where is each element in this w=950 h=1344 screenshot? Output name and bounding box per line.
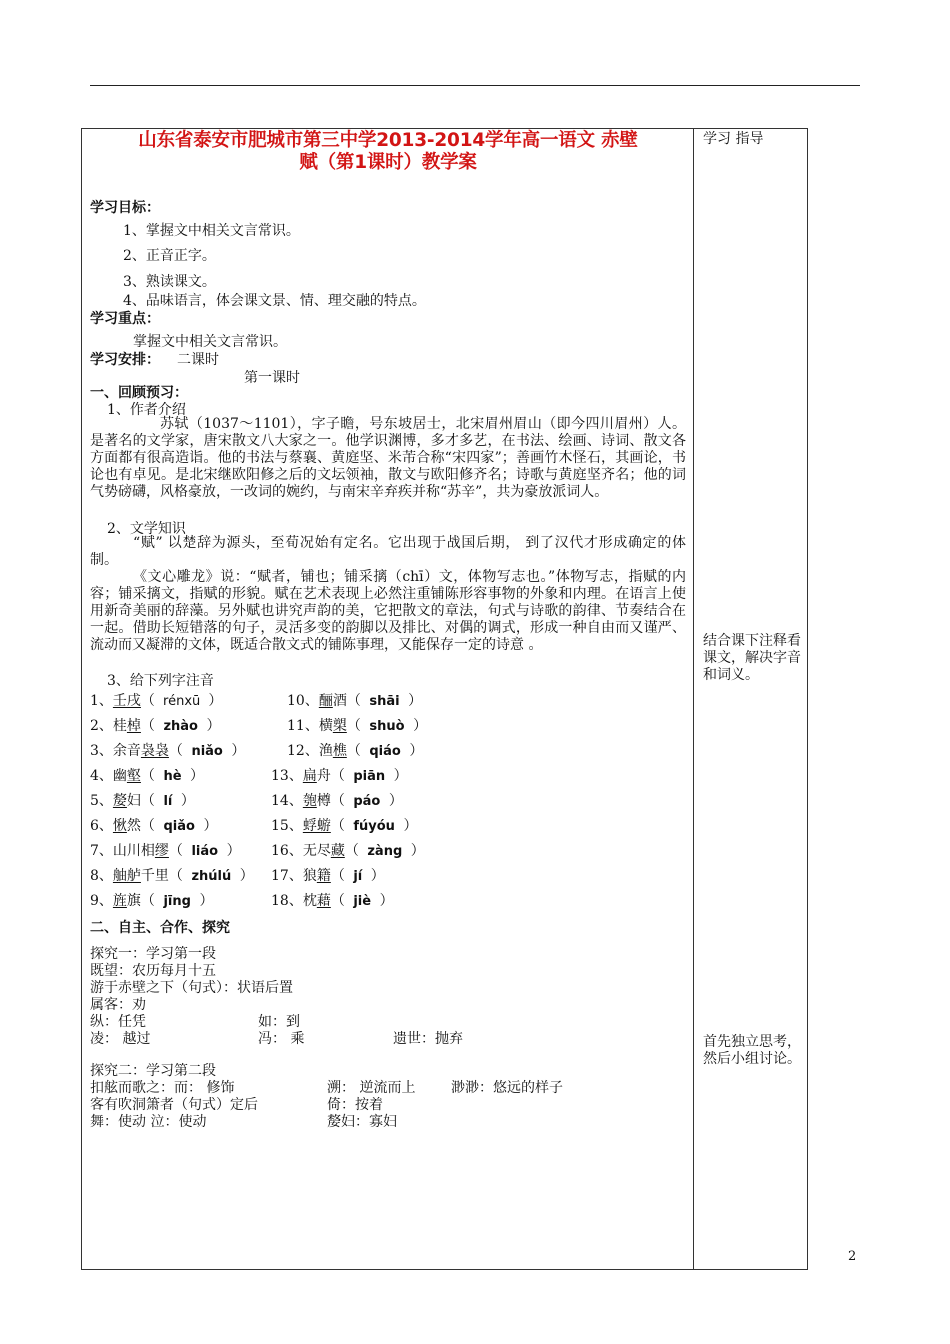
pinyin-target-word: 缪 — [154, 843, 169, 859]
pinyin-reading: shuò — [364, 719, 410, 734]
pinyin-target-word: 愀 — [112, 818, 127, 834]
focus-text: 掌握文中相关文言常识。 — [133, 334, 287, 350]
pinyin-suffix: （ — [330, 868, 345, 884]
pinyin-target-word: 袅袅 — [140, 743, 169, 759]
pinyin-target-word: 嫠 — [112, 793, 127, 809]
pinyin-item — [287, 690, 422, 710]
explore-line: 探究一：学习第一段 — [90, 946, 216, 962]
pinyin-reading: hè — [158, 769, 187, 784]
pinyin-item — [90, 890, 213, 910]
pinyin-reading: qiáo — [364, 744, 406, 759]
pinyin-reading: liáo — [186, 844, 223, 859]
pinyin-reading: rénxū — [158, 694, 205, 709]
pinyin-prefix: 桂 — [112, 718, 127, 734]
pinyin-item — [90, 740, 245, 760]
pinyin-heading: 3、给下列字注音 — [107, 673, 214, 689]
pinyin-number: 18、 — [271, 893, 303, 909]
pinyin-close: ） — [208, 693, 223, 709]
pinyin-target-word: 酾 — [318, 693, 333, 709]
goal-item: 3、熟读课文。 — [123, 274, 216, 290]
pinyin-suffix: 旗（ — [126, 893, 155, 909]
pinyin-reading: piān — [348, 769, 390, 784]
pinyin-reading: shāi — [364, 694, 405, 709]
main-column — [90, 130, 686, 174]
pinyin-target-word: 籍 — [316, 868, 331, 884]
pinyin-target-word: 棹 — [126, 718, 141, 734]
pinyin-close: ） — [410, 843, 425, 859]
pinyin-suffix: （ — [168, 843, 183, 859]
pinyin-item — [271, 815, 417, 835]
pinyin-reading: zàng — [362, 844, 407, 859]
pinyin-number: 2、 — [90, 718, 113, 734]
pinyin-close: ） — [190, 768, 205, 784]
pinyin-prefix: 渔 — [318, 743, 333, 759]
pinyin-reading: lí — [158, 794, 177, 809]
sidebar-note-1: 结合课下注释看课文，解决字音和词义。 — [703, 633, 801, 683]
pinyin-suffix: 千里（ — [140, 868, 183, 884]
pinyin-number: 14、 — [271, 793, 303, 809]
pinyin-reading: páo — [348, 794, 385, 809]
pinyin-number: 11、 — [287, 718, 319, 734]
pinyin-number: 17、 — [271, 868, 303, 884]
pinyin-suffix: （ — [330, 893, 345, 909]
column-divider — [693, 128, 694, 1270]
pinyin-number: 8、 — [90, 868, 113, 884]
pinyin-suffix: （ — [346, 743, 361, 759]
explore-line: 舞：使动 泣：使动 — [90, 1114, 207, 1130]
explore-line: 属客：劝 — [90, 997, 146, 1013]
pinyin-target-word: 匏 — [302, 793, 317, 809]
pinyin-reading: niǎo — [186, 744, 228, 759]
pinyin-close: ） — [180, 793, 195, 809]
pinyin-item — [271, 765, 408, 785]
pinyin-close: ） — [403, 818, 418, 834]
arrange-heading: 学习安排： — [90, 352, 160, 368]
explore-line: 如：到 — [258, 1014, 300, 1030]
explore-line: 溯： 逆流而上 — [327, 1080, 416, 1096]
pinyin-item — [90, 690, 222, 710]
goal-item: 1、掌握文中相关文言常识。 — [123, 223, 300, 239]
explore-heading: 二、自主、合作、探究 — [90, 920, 230, 936]
pinyin-reading: qiǎo — [158, 819, 200, 834]
explore-line: 客有吹洞箫者（句式）定后 — [90, 1097, 258, 1113]
pinyin-close: ） — [206, 718, 221, 734]
pinyin-number: 3、 — [90, 743, 113, 759]
pinyin-suffix: （ — [330, 818, 345, 834]
goals-heading: 学习目标： — [90, 200, 160, 216]
pinyin-reading: jí — [348, 869, 367, 884]
pinyin-item — [90, 715, 221, 735]
lesson-label: 第一课时 — [244, 370, 300, 386]
pinyin-number: 16、 — [271, 843, 303, 859]
sidebar-header: 学习 指导 — [703, 131, 764, 147]
goal-item: 2、正音正字。 — [123, 248, 216, 264]
pinyin-item — [90, 865, 254, 885]
pinyin-close: ） — [379, 893, 394, 909]
pinyin-number: 13、 — [271, 768, 303, 784]
literature-text-2: 《文心雕龙》说：“赋者，铺也；铺采摛（chī）文，体物写志也。”体物写志，指赋的内容；铺采摛文，指赋的形貌。赋在艺术表现上必然注重铺陈形容事物的外象和内理。在语言上使用新奇美丽的辞藻。另外赋也讲究声韵的美，它把散文的章法，句式与诗歌的韵律、节奏结合在一起。借助长短错落的句子，灵活多变的韵脚以及排比、对偶的调式，形成一种自由而又谨严、流动而又凝滞的文体，既适合散文式的铺陈事理，又能保存一定的诗意 。 — [90, 569, 686, 653]
pinyin-number: 5、 — [90, 793, 113, 809]
pinyin-reading: zhào — [158, 719, 203, 734]
pinyin-reading: zhúlú — [186, 869, 236, 884]
pinyin-close: ） — [408, 693, 423, 709]
pinyin-reading: jīng — [158, 894, 196, 909]
author-text: 苏轼（1037～1101），字子瞻，号东坡居士，北宋眉州眉山（即今四川眉州）人。是著名的文学家，唐宋散文八大家之一。他学识渊博，多才多艺，在书法、绘画、诗词、散文各方面都有很高造诣。他的书法与蔡襄、黄庭坚、米芾合称“宋四家”；善画竹木怪石，其画论，书论也有卓见。是北宋继欧阳修之后的文坛领袖，散文与欧阳修齐名；诗歌与黄庭坚齐名；他的词气势磅礴，风格豪放，一改词的婉约，与南宋辛弃疾并称“苏辛”，共为豪放派词人。 — [90, 416, 686, 500]
explore-line: 凌： 越过 — [90, 1031, 151, 1047]
pinyin-close: ） — [231, 743, 246, 759]
pinyin-item — [271, 840, 425, 860]
pinyin-suffix: （ — [140, 718, 155, 734]
pinyin-close: ） — [413, 718, 428, 734]
pinyin-target-word: 槊 — [332, 718, 347, 734]
pinyin-close: ） — [239, 868, 254, 884]
pinyin-prefix: 幽 — [112, 768, 127, 784]
pinyin-item — [90, 840, 241, 860]
explore-line: 游于赤壁之下（句式）：状语后置 — [90, 980, 293, 996]
pinyin-suffix: （ — [344, 843, 359, 859]
explore-line: 嫠妇：寡妇 — [327, 1114, 397, 1130]
pinyin-close: ） — [409, 743, 424, 759]
explore-line: 倚：按着 — [327, 1097, 383, 1113]
pinyin-target-word: 藏 — [330, 843, 345, 859]
explore-line: 既望：农历每月十五 — [90, 963, 216, 979]
pinyin-target-word: 旌 — [112, 893, 127, 909]
document-title — [90, 130, 686, 174]
pinyin-item — [90, 815, 217, 835]
pinyin-prefix: 横 — [318, 718, 333, 734]
pinyin-target-word: 蜉蝣 — [302, 818, 331, 834]
explore-line: 纵：任凭 — [90, 1014, 146, 1030]
pinyin-number: 9、 — [90, 893, 113, 909]
explore-line: 探究二：学习第二段 — [90, 1063, 216, 1079]
author-heading: 1、作者介绍 — [107, 402, 186, 418]
pinyin-target-word: 樵 — [332, 743, 347, 759]
review-heading: 一、回顾预习： — [90, 385, 188, 401]
pinyin-reading: jiè — [348, 894, 376, 909]
pinyin-reading: fúyóu — [348, 819, 400, 834]
pinyin-target-word: 壑 — [126, 768, 141, 784]
pinyin-target-word: 藉 — [316, 893, 331, 909]
arrange-text: 二课时 — [177, 352, 219, 368]
explore-line: 冯： 乘 — [258, 1031, 305, 1047]
pinyin-item — [271, 890, 394, 910]
explore-line: 扣舷而歌之：而： 修饰 — [90, 1080, 235, 1096]
pinyin-close: ） — [388, 793, 403, 809]
pinyin-suffix: （ — [140, 693, 155, 709]
explore-line: 遗世：抛弃 — [393, 1031, 463, 1047]
pinyin-suffix: 舟（ — [316, 768, 345, 784]
pinyin-close: ） — [226, 843, 241, 859]
pinyin-suffix: 樽（ — [316, 793, 345, 809]
pinyin-prefix: 山川相 — [112, 843, 155, 859]
pinyin-prefix: 狼 — [302, 868, 317, 884]
pinyin-prefix: 无尽 — [302, 843, 331, 859]
pinyin-item — [271, 790, 403, 810]
pinyin-close: ） — [199, 893, 214, 909]
pinyin-item — [271, 865, 385, 885]
pinyin-number: 7、 — [90, 843, 113, 859]
explore-line: 渺渺：悠远的样子 — [451, 1080, 563, 1096]
pinyin-number: 15、 — [271, 818, 303, 834]
pinyin-target-word: 扁 — [302, 768, 317, 784]
pinyin-suffix: 然（ — [126, 818, 155, 834]
goal-item: 4、品味语言，体会课文景、情、理交融的特点。 — [123, 293, 426, 309]
pinyin-target-word: 舳舻 — [112, 868, 141, 884]
header-rule — [90, 85, 860, 86]
pinyin-number: 10、 — [287, 693, 319, 709]
title-line-2: 赋（第1课时）教学案 — [299, 152, 477, 173]
pinyin-suffix: 妇（ — [126, 793, 155, 809]
title-line-1: 山东省泰安市肥城市第三中学2013-2014学年高一语文 赤壁 — [138, 130, 638, 151]
pinyin-close: ） — [370, 868, 385, 884]
pinyin-suffix: （ — [140, 768, 155, 784]
pinyin-number: 12、 — [287, 743, 319, 759]
pinyin-close: ） — [393, 768, 408, 784]
pinyin-suffix: 酒（ — [332, 693, 361, 709]
pinyin-item — [90, 765, 204, 785]
pinyin-suffix: （ — [168, 743, 183, 759]
literature-heading: 2、文学知识 — [107, 521, 186, 537]
focus-heading: 学习重点： — [90, 311, 160, 327]
pinyin-item — [287, 715, 427, 735]
pinyin-item — [90, 790, 195, 810]
pinyin-prefix: 枕 — [302, 893, 317, 909]
pinyin-item — [287, 740, 423, 760]
pinyin-suffix: （ — [346, 718, 361, 734]
literature-text-1: “赋” 以楚辞为源头，至荀况始有定名。它出现于战国后期， 到了汉代才形成确定的体制。 — [90, 535, 686, 568]
pinyin-number: 4、 — [90, 768, 113, 784]
pinyin-number: 1、 — [90, 693, 113, 709]
pinyin-number: 6、 — [90, 818, 113, 834]
pinyin-target-word: 壬戌 — [112, 693, 141, 709]
sidebar-note-2: 首先独立思考，然后小组讨论。 — [703, 1034, 801, 1067]
pinyin-close: ） — [203, 818, 218, 834]
page-number: 2 — [848, 1249, 857, 1264]
pinyin-prefix: 余音 — [112, 743, 141, 759]
